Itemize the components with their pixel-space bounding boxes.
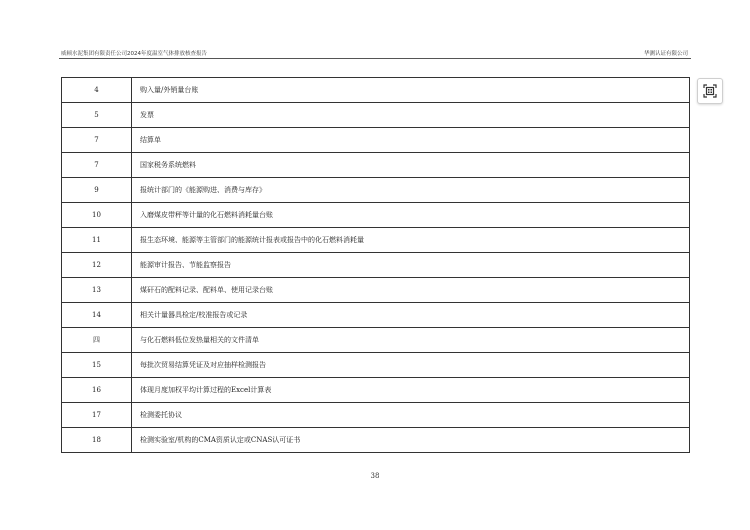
row-document-item: 入磨煤皮带秤等计量的化石燃料消耗量台账 [132,203,690,228]
row-document-item: 与化石燃料低位发热量相关的文件清单 [132,328,690,353]
row-document-item: 发票 [132,103,690,128]
table-row [62,153,690,178]
row-document-item: 每批次贸易结算凭证及对应抽样检测报告 [132,353,690,378]
row-document-item: 报生态环境、能源等主管部门的能源统计报表或报告中的化石燃料消耗量 [132,228,690,253]
row-document-item: 相关计量器具检定/校准报告或记录 [132,303,690,328]
row-number: 5 [62,103,132,128]
row-document-item: 检测实验室/机构的CMA资质认定或CNAS认可证书 [132,428,690,453]
qr-scan-icon [703,84,717,98]
row-number: 11 [62,228,132,253]
row-document-item: 检测委托协议 [132,403,690,428]
document-list-table [61,77,690,453]
row-number: 7 [62,153,132,178]
table-row [62,303,690,328]
table-row [62,328,690,353]
row-number: 15 [62,353,132,378]
row-number: 14 [62,303,132,328]
row-number: 9 [62,178,132,203]
row-number: 四 [62,328,132,353]
table-row [62,403,690,428]
row-document-item: 结算单 [132,128,690,153]
row-document-item: 报统计部门的《能源购进、消费与库存》 [132,178,690,203]
row-document-item: 体现月度加权平均计算过程的Excel计算表 [132,378,690,403]
qr-scan-button[interactable] [697,78,723,104]
table-row [62,228,690,253]
header-report-title: 威顿水泥集团有限责任公司2024年度温室气体排放核查报告 [61,51,207,57]
row-number: 4 [62,78,132,103]
row-document-item: 能源审计报告、节能监察报告 [132,253,690,278]
row-number: 7 [62,128,132,153]
row-number: 18 [62,428,132,453]
table-row [62,378,690,403]
table-row [62,253,690,278]
table-row [62,103,690,128]
row-number: 13 [62,278,132,303]
header-company: 华测认证有限公司 [643,51,688,57]
table-row [62,178,690,203]
table-row [62,428,690,453]
row-document-item: 购入量/外销量台账 [132,78,690,103]
row-number: 12 [62,253,132,278]
header-divider [59,58,691,59]
table-row [62,278,690,303]
table-row [62,128,690,153]
row-document-item: 国家税务系统燃料 [132,153,690,178]
table-row [62,78,690,103]
table-row [62,203,690,228]
row-number: 17 [62,403,132,428]
table-row [62,353,690,378]
row-number: 16 [62,378,132,403]
page-number: 38 [370,472,380,480]
row-number: 10 [62,203,132,228]
row-document-item: 煤矸石的配料记录、配料单、使用记录台账 [132,278,690,303]
